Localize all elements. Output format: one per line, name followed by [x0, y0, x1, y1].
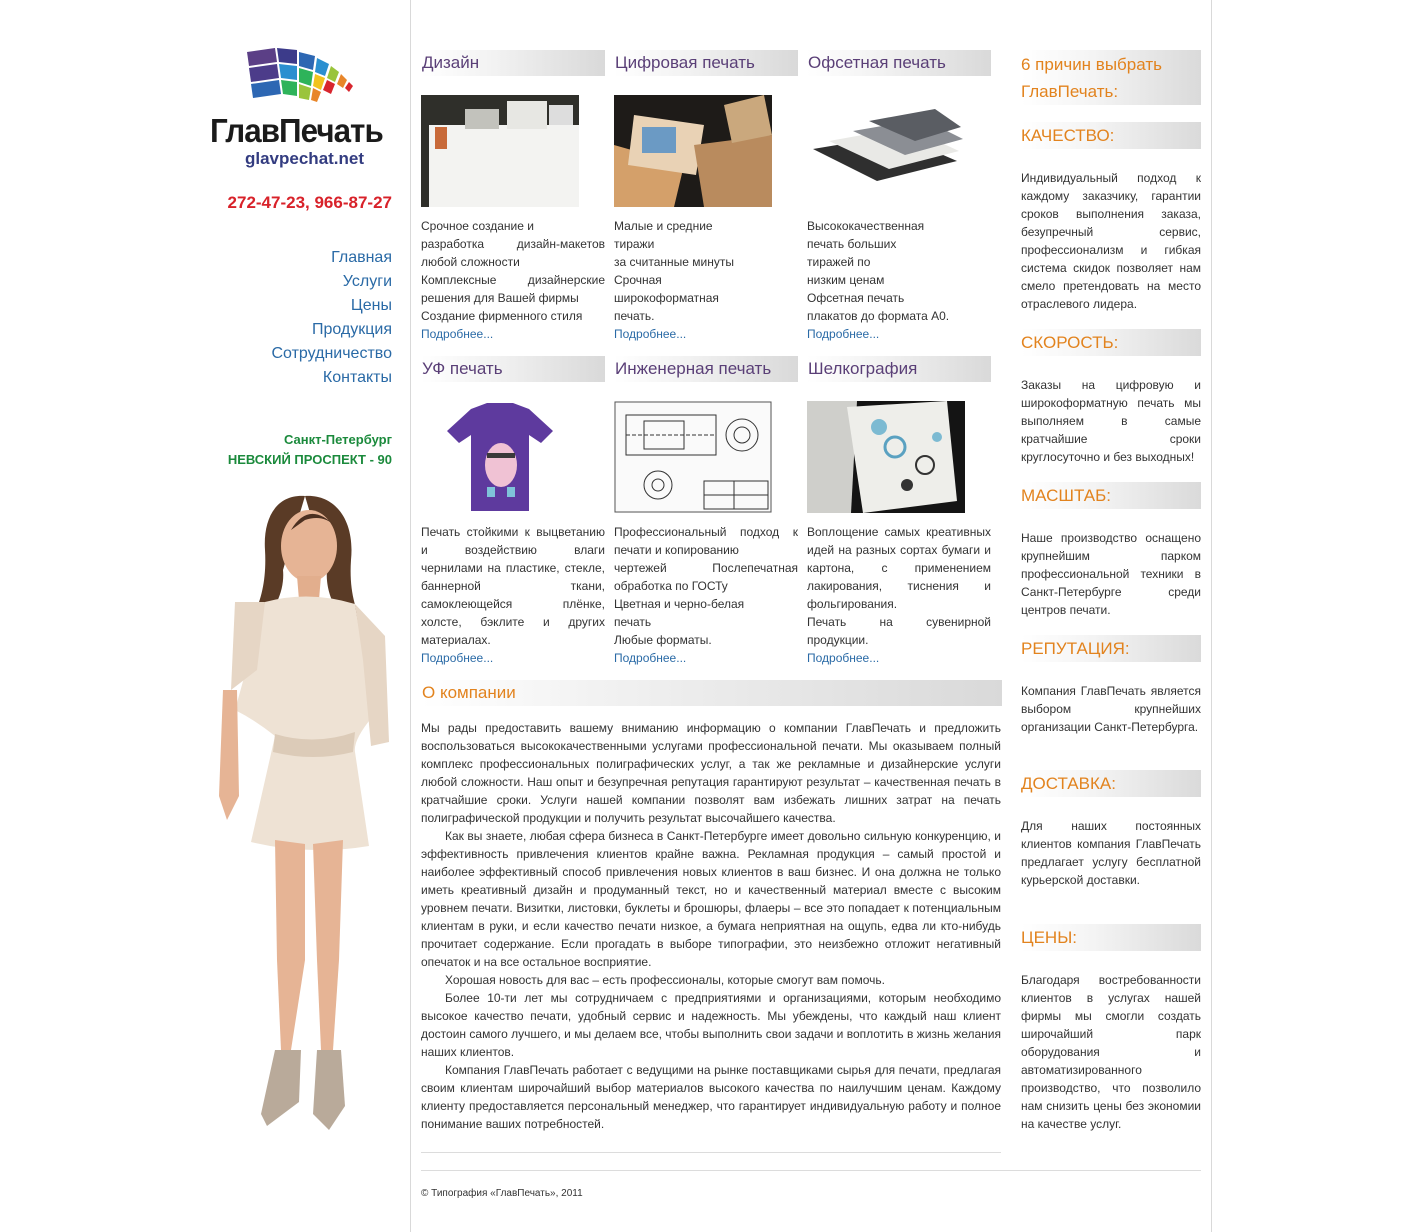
- engineering-drawing-image: [614, 401, 772, 513]
- reason-reputation: [1021, 635, 1201, 736]
- service-description: Воплощение самых креативных идей на разных сортах бумаги и картона, с применением лакирования, тиснения и фольгирования. Печать на сувенирной продукции.: [807, 525, 991, 647]
- brochure-image: [614, 95, 772, 207]
- about-paragraph: Как вы знаете, любая сфера бизнеса в Санкт-Петербурге имеет довольно сильную конкуренцию, и эффективность привлечения клиентов крайне важна. Рекламная продукция – самый простой и наиболее эффективный способ привлечения новых клиентов в ваш бизнес. И она должна не только иметь креативный дизайн и продуманный текст, но и качественный материал вместе с высоким уровнем печати. Визитки, листовки, буклеты и брошюры, флаеры – все это попадает к потенциальным клиентам в руки, и если качество печати низкое, а бумага неприятная на ощупь, едва ли кто-нибудь прочитает содержание. Если прогадать в выборе типографии, это неизбежно отложит негативный опечаток и на все остальное восприятие.: [421, 829, 1001, 969]
- silkscreen-card-image: [807, 401, 965, 513]
- nav-item-prices[interactable]: Цены: [350, 297, 392, 314]
- reason-title: МАСШТАБ:: [1021, 482, 1201, 509]
- reason-title: КАЧЕСТВО:: [1021, 122, 1201, 149]
- nav-item-products[interactable]: Продукция: [311, 321, 392, 338]
- reason-text: Наше производство оснащено крупнейшим парком профессиональной техники в Санкт-Петербурге среди центров печати.: [1021, 531, 1201, 617]
- logo-url: glavpechat.net: [245, 149, 365, 168]
- reason-quality: [1021, 122, 1201, 313]
- service-description: Малые и средние тиражи за считанные минуты Срочная широкоформатная печать.: [614, 219, 734, 323]
- service-silkscreen: [807, 356, 991, 667]
- reason-prices: [1021, 924, 1201, 1133]
- about-title: О компании: [421, 680, 1002, 706]
- service-title[interactable]: Инженерная печать: [614, 356, 798, 382]
- more-link[interactable]: Подробнее...: [807, 651, 880, 665]
- logo-wordmark: ГлавПечать: [210, 112, 383, 149]
- address-block: [200, 430, 392, 470]
- divider: [421, 1152, 1001, 1153]
- service-design: [421, 50, 605, 343]
- service-title[interactable]: Шелкография: [807, 356, 991, 382]
- logo[interactable]: [205, 46, 395, 174]
- reason-title: РЕПУТАЦИЯ:: [1021, 635, 1201, 662]
- reasons-title: 6 причин выбрать ГлавПечать:: [1021, 50, 1201, 105]
- nav-item-cooperation[interactable]: Сотрудничество: [271, 345, 392, 362]
- nav-item-services[interactable]: Услуги: [342, 273, 392, 290]
- nav-item-home[interactable]: Главная: [331, 249, 392, 266]
- service-title[interactable]: Офсетная печать: [807, 50, 991, 76]
- more-link[interactable]: Подробнее...: [421, 327, 494, 341]
- service-description: Печать стойкими к выцветанию и воздействию влаги чернилами на пластике, стекле, баннерной ткани, самоклеющейся плёнке, холсте, бэклите и других материалах.: [421, 525, 605, 647]
- more-link[interactable]: Подробнее...: [614, 651, 687, 665]
- stationery-image: [421, 95, 579, 207]
- nav-item-contacts[interactable]: Контакты: [322, 369, 392, 386]
- service-title[interactable]: Цифровая печать: [614, 50, 798, 76]
- service-description: Срочное создание и разработка дизайн-макетов любой сложности Комплексные дизайнерские решения для Вашей фирмы Создание фирменного стиля: [421, 219, 605, 323]
- reason-delivery: [1021, 770, 1201, 889]
- service-title[interactable]: Дизайн: [421, 50, 605, 76]
- more-link[interactable]: Подробнее...: [614, 327, 687, 341]
- reason-scale: [1021, 482, 1201, 619]
- about-paragraph: Компания ГлавПечать работает с ведущими на рынке поставщиками сырья для печати, предлагая своим клиентам широчайший выбор материалов высокого качества по наилучшим ценам. Каждому клиенту предоставляется персональный менеджер, что гарантирует индивидуальную работу и полное понимание ваших потребностей.: [421, 1063, 1001, 1131]
- page-border-left: [410, 0, 411, 1232]
- reason-text: Индивидуальный подход к каждому заказчику, гарантии сроков выполнения заказа, безупречный сервис, профессионализм и гибкая система скидок позволяет нам смело претендовать на место отраслевого лидера.: [1021, 171, 1201, 311]
- more-link[interactable]: Подробнее...: [807, 327, 880, 341]
- about-paragraph: Мы рады предоставить вашему вниманию информацию о компании ГлавПечать и предложить воспользоваться высококачественными услугами профессиональной печати. Мы оказываем полный комплекс профессиональных полиграфических услуг, а так же рекламные и дизайнерские услуги любой сложности. Наш опыт и безупречная репутация гарантируют результат – качественная печать в кратчайшие сроки. Услуги нашей компании позволят вам избежать лишних затрат на печать полиграфической продукции и получить результат высочайшего качества.: [421, 721, 1001, 825]
- reason-title: ЦЕНЫ:: [1021, 924, 1201, 951]
- service-title[interactable]: УФ печать: [421, 356, 605, 382]
- service-description: Профессиональный подход к печати и копированию чертежей Послепечатная обработка по ГОСТу Цветная и черно-белая печать Любые форматы.: [614, 525, 798, 647]
- logo-mark-icon: [205, 46, 395, 112]
- phone-numbers: 272-47-23, 966-87-27: [227, 193, 392, 212]
- about-paragraph: Более 10-ти лет мы сотрудничаем с предприятиями и организациями, которым необходимо высокое качество печати, удобный сервис и надежность. Мы убеждены, что каждый наш клиент достоин самого лучшего, и мы делаем все, чтобы выполнить свои задачи и воплотить в жизнь желания наших клиентов.: [421, 991, 1001, 1059]
- service-digital-print: [614, 50, 798, 343]
- footer-divider: [421, 1170, 1201, 1171]
- page-border-right: [1211, 0, 1212, 1232]
- tshirt-image: [421, 401, 579, 513]
- service-engineering-print: [614, 356, 798, 667]
- about-text: [421, 719, 1001, 1133]
- address-street: НЕВСКИЙ ПРОСПЕКТ - 90: [227, 452, 392, 467]
- about-paragraph: Хорошая новость для вас – есть профессионалы, которые смогут вам помочь.: [445, 973, 885, 987]
- reason-speed: [1021, 329, 1201, 466]
- reason-text: Для наших постоянных клиентов компания ГлавПечать предлагает услугу бесплатной курьерской доставки.: [1021, 819, 1201, 887]
- main-nav: [205, 246, 392, 390]
- reason-title: СКОРОСТЬ:: [1021, 329, 1201, 356]
- reason-title: ДОСТАВКА:: [1021, 770, 1201, 797]
- service-offset-print: [807, 50, 991, 343]
- service-description: Высококачественная печать больших тиражей по низким ценам Офсетная печать плакатов до формата А0.: [807, 219, 950, 323]
- reason-text: Компания ГлавПечать является выбором крупнейших организации Санкт-Петербурга.: [1021, 684, 1201, 734]
- more-link[interactable]: Подробнее...: [421, 651, 494, 665]
- service-uv-print: [421, 356, 605, 667]
- model-photo: [205, 490, 395, 1140]
- paper-stack-image: [807, 95, 965, 207]
- address-city: Санкт-Петербург: [283, 432, 392, 447]
- reason-text: Благодаря востребованности клиентов в услугах нашей фирмы мы смогли создать широчайший парк оборудования и автоматизированного производство, что позволило нам снизить цены без экономии на качестве услуг.: [1021, 973, 1201, 1131]
- footer-copyright: © Типография «ГлавПечать», 2011: [421, 1188, 583, 1199]
- reason-text: Заказы на цифровую и широкоформатную печать мы выполняем в самые кратчайшие сроки круглосуточно и без выходных!: [1021, 378, 1201, 464]
